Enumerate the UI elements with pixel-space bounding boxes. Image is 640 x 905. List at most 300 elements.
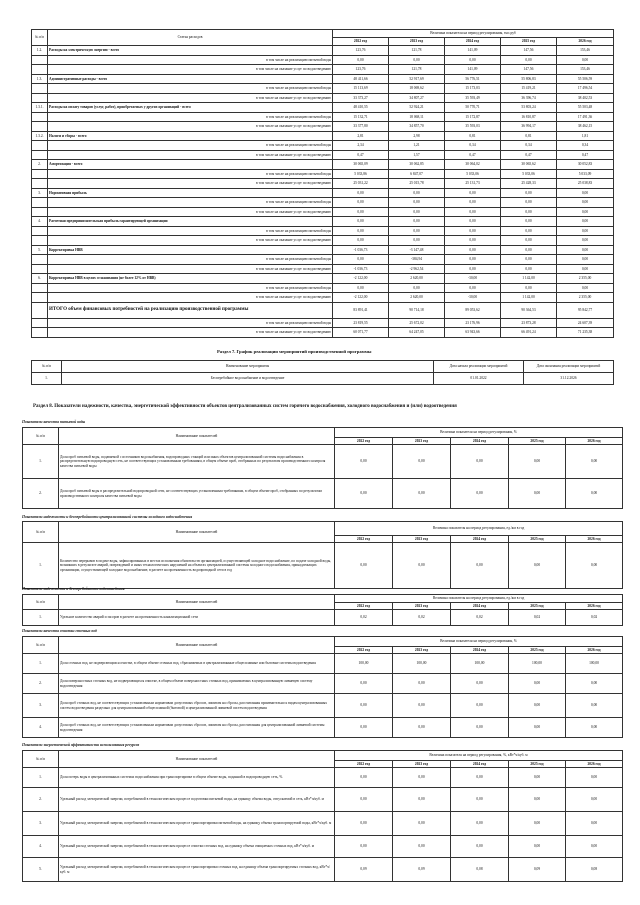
value-cell: 0,00 [557, 245, 614, 255]
value-cell: 141,09 [445, 46, 501, 56]
row-num: 1. [23, 610, 59, 626]
value-cell: 0,00 [451, 812, 509, 836]
row-num: 1. [23, 445, 59, 479]
value-cell: 121,78 [389, 65, 445, 75]
year-header: 2022 год [335, 647, 393, 654]
table-row [23, 694, 623, 718]
row-label: в том числе на оказание услуг по водоотведению [48, 179, 333, 189]
value-cell: 0,00 [335, 479, 393, 509]
value-cell: 0,00 [509, 718, 566, 738]
value-cell: 0,00 [557, 217, 614, 227]
value-cell: 100,00 [451, 654, 509, 674]
value-cell: 0,00 [557, 207, 614, 217]
value-cell: 0,00 [451, 543, 509, 589]
row-label: Расчетная предпринимательская прибыль гарантирующей организации [48, 217, 333, 227]
value-cell: 0,00 [451, 718, 509, 738]
value-cell: 0,00 [566, 788, 623, 812]
value-cell: 0,00 [509, 768, 566, 788]
value-cell: 0,00 [445, 255, 501, 265]
row-label: Расходы на оплату товаров (услуг, работ), приобретаемых у других организаций - всего [48, 103, 333, 113]
energy-table [22, 750, 623, 882]
col-header-name: Наименование показателей [59, 595, 335, 610]
value-cell: 38 462,15 [557, 122, 614, 132]
row-num [32, 112, 48, 122]
year-header: 2024 год [451, 647, 509, 654]
year-header: 2025 год [509, 603, 566, 610]
indicator-name: Удельное количество аварий и засоров в расчете на протяженность канализационной сети [59, 610, 335, 626]
table-row [23, 479, 623, 509]
value-cell: 33 373,27 [333, 93, 389, 103]
table-row [23, 812, 623, 836]
value-cell: 25 031,22 [333, 179, 389, 189]
value-cell: 23 176,96 [445, 318, 501, 328]
col-header-values: Величина показателя на период регулирования, ед./км в год [335, 522, 623, 536]
row-label: в том числе на реализацию питьевой воды [48, 169, 333, 179]
value-cell: 0,00 [501, 226, 557, 236]
value-cell: 2,98 [389, 131, 445, 141]
table-row [32, 74, 614, 84]
value-cell: 0,00 [389, 226, 445, 236]
col-header-num: № п/п [32, 30, 48, 46]
table-row [23, 543, 623, 589]
table-row [32, 84, 614, 94]
value-cell: 0,00 [445, 236, 501, 246]
col-header-name: Наименование показателей [59, 637, 335, 654]
value-cell: 153,46 [557, 65, 614, 75]
value-cell: -1 036,73 [333, 245, 389, 255]
table-row [32, 293, 614, 303]
year-header: 2025 год [509, 647, 566, 654]
value-cell: 0,00 [566, 836, 623, 858]
table-row [32, 255, 614, 265]
value-cell: 0,00 [557, 198, 614, 208]
value-cell: 0,00 [557, 226, 614, 236]
value-cell: -384,94 [389, 255, 445, 265]
row-label: в том числе на реализацию питьевой воды [48, 255, 333, 265]
row-num: 5. [32, 245, 48, 255]
row-num: 2. [23, 479, 59, 509]
row-label: Налоги и сборы - всего [48, 131, 333, 141]
expenses-table [31, 29, 614, 338]
table-row [32, 245, 614, 255]
value-cell: 34 857,70 [389, 122, 445, 132]
value-cell: 0,00 [389, 236, 445, 246]
value-cell: 63 943,66 [445, 328, 501, 338]
row-num [32, 65, 48, 75]
value-cell: 0,00 [566, 718, 623, 738]
value-cell: 0,00 [501, 188, 557, 198]
row-num [32, 198, 48, 208]
row-num: 1.3.1. [32, 103, 48, 113]
year-header: 2026 год [566, 438, 623, 445]
row-num: 1. [23, 543, 59, 589]
value-cell: 0,00 [451, 694, 509, 718]
table-row [32, 226, 614, 236]
value-cell: 89 053,62 [445, 302, 501, 318]
row-num [32, 207, 48, 217]
col-header-name: Наименование показателей [59, 428, 335, 445]
value-cell: 100,00 [335, 654, 393, 674]
table-row [32, 122, 614, 132]
row-num [32, 255, 48, 265]
table-row [32, 207, 614, 217]
value-cell: 0,00 [389, 207, 445, 217]
value-cell: 2,34 [333, 141, 389, 151]
col-header-num: № п/п [23, 522, 59, 543]
value-cell: 0,00 [557, 188, 614, 198]
row-num [32, 283, 48, 293]
row-num: 2. [23, 788, 59, 812]
value-cell: 15 172,87 [445, 112, 501, 122]
value-cell: 18 068,11 [389, 112, 445, 122]
indicator-name: Удельный расход электрической энергии, потребляемой в технологическом процессе очистки сточных вод, на единицу объема очищаемых сточных вод, кВт*ч/куб. м [59, 836, 335, 858]
value-cell: 15 419,21 [501, 84, 557, 94]
schedule-start: 01.01.2022 [434, 373, 524, 385]
value-cell: 0,00 [393, 694, 451, 718]
row-num [32, 169, 48, 179]
value-cell: 0,47 [501, 150, 557, 160]
year-header: 2026 год [566, 761, 623, 768]
value-cell: 15 113,69 [333, 84, 389, 94]
value-cell: 0,00 [445, 188, 501, 198]
table-row [32, 103, 614, 113]
table-row [32, 46, 614, 56]
value-cell: 0,00 [445, 226, 501, 236]
table-row [32, 274, 614, 284]
value-cell: 0,81 [445, 131, 501, 141]
row-num: 4. [23, 718, 59, 738]
table-row [32, 112, 614, 122]
value-cell: 1,81 [557, 131, 614, 141]
table-row [32, 188, 614, 198]
year-header: 2022 год [335, 438, 393, 445]
row-num [32, 84, 48, 94]
table-row [23, 788, 623, 812]
row-num: 3. [23, 694, 59, 718]
indicator-name: Удельный расход электрической энергии, потребляемой в технологическом процессе транспортировки питьевой воды, на единицу объема транспортируемой воды, кВт*ч/куб. м [59, 812, 335, 836]
schedule-table [31, 360, 614, 385]
row-num [32, 55, 48, 65]
indicator-name: Количество перерывов в подаче воды, зафиксированных в местах исполнения обязательств организацией, осуществляющей холодное водоснабжение, по подаче холодной воды, возникших в результате аварий, повреждений и иных технологических нарушений на объектах централизованной системы холодного водоснабжения, принадлежащих организации, осуществляющей холодное водоснабжение, в расчете на протяженность водопроводной сети в год [59, 543, 335, 589]
schedule-num: 1. [32, 373, 62, 385]
row-label: в том числе на оказание услуг по водоотведению [48, 207, 333, 217]
row-num [32, 226, 48, 236]
value-cell: 0,00 [393, 768, 451, 788]
value-cell: 0,00 [333, 188, 389, 198]
value-cell: 0,00 [501, 283, 557, 293]
reliability-caption: Показатели надежности и бесперебойности централизованной системы холодного водоснабжения [22, 515, 193, 519]
section-7-title: Раздел 7. График реализации мероприятий производственной программы [217, 349, 372, 354]
col-header-num: № п/п [23, 751, 59, 768]
value-cell: 0,00 [333, 226, 389, 236]
value-cell: 30 065,62 [501, 160, 557, 170]
water-quality-table [22, 427, 623, 509]
value-cell: 0,00 [389, 283, 445, 293]
value-cell: 0,00 [566, 812, 623, 836]
row-label: в том числе на реализацию питьевой воды [48, 84, 333, 94]
value-cell: 24 607,39 [557, 318, 614, 328]
row-label: ИТОГО объем финансовых потребностей на реализацию производственной программы [48, 302, 333, 318]
value-cell: 0,00 [451, 479, 509, 509]
row-label: Амортизация - всего [48, 160, 333, 170]
value-cell: 2 355,00 [557, 274, 614, 284]
col-header-num: № п/п [23, 637, 59, 654]
value-cell: 0,00 [393, 836, 451, 858]
value-cell: -2 122,00 [333, 293, 389, 303]
value-cell: 0,00 [445, 217, 501, 227]
table-row [32, 283, 614, 293]
row-num: 1.3. [32, 74, 48, 84]
value-cell: 35 593,49 [445, 93, 501, 103]
year-header: 2026 год [566, 603, 623, 610]
drainage-table [22, 594, 623, 626]
value-cell: 30 064,02 [445, 160, 501, 170]
year-header: 2026 год [566, 647, 623, 654]
row-num: 1.3.2. [32, 131, 48, 141]
value-cell: 0,00 [557, 283, 614, 293]
year-header: 2024 год [451, 761, 509, 768]
value-cell: 1,57 [389, 150, 445, 160]
value-cell: 0,02 [566, 610, 623, 626]
value-cell: 0,00 [451, 788, 509, 812]
value-cell: 0,00 [566, 479, 623, 509]
table-row [23, 674, 623, 694]
value-cell: 5 033,06 [501, 169, 557, 179]
value-cell: 60 071,77 [333, 328, 389, 338]
row-label: в том числе на реализацию питьевой воды [48, 141, 333, 151]
value-cell: 0,34 [557, 141, 614, 151]
value-cell: 0,08 [451, 858, 509, 882]
table-row [32, 65, 614, 75]
value-cell: 123,76 [333, 46, 389, 56]
value-cell: 0,00 [566, 674, 623, 694]
value-cell: 147,56 [501, 65, 557, 75]
value-cell: 0,00 [445, 198, 501, 208]
table-row [32, 179, 614, 189]
value-cell: 0,00 [509, 674, 566, 694]
value-cell: 17 491,36 [557, 112, 614, 122]
reliability-table [22, 521, 623, 589]
value-cell: 0,09 [393, 858, 451, 882]
row-label: в том числе на оказание услуг по водоотведению [48, 264, 333, 274]
row-label: в том числе на реализацию питьевой воды [48, 226, 333, 236]
row-num [32, 264, 48, 274]
value-cell: 0,00 [393, 718, 451, 738]
table-row [32, 55, 614, 65]
row-num [32, 141, 48, 151]
value-cell: 53 803,24 [501, 103, 557, 113]
value-cell: 0,00 [451, 836, 509, 858]
value-cell: 0,00 [445, 207, 501, 217]
schedule-header-name: Наименование мероприятия [62, 361, 434, 373]
year-header: 2026 год [557, 38, 614, 46]
value-cell: 0,47 [445, 150, 501, 160]
table-row [32, 160, 614, 170]
value-cell: 0,00 [335, 674, 393, 694]
row-num: 3. [23, 812, 59, 836]
row-num [32, 236, 48, 246]
value-cell: 0,00 [393, 543, 451, 589]
value-cell: 123,76 [333, 65, 389, 75]
indicator-name: Доля поверхностных сточных вод, не подвергающихся очистке, в общем объеме поверхностных сточных вод, принимаемых в централизованную ливневую систему водоотведения [59, 674, 335, 694]
value-cell: 56 776,51 [445, 74, 501, 84]
value-cell: 0,00 [445, 264, 501, 274]
value-cell: 0,09 [509, 858, 566, 882]
value-cell: 0,00 [557, 236, 614, 246]
year-header: 2023 год [393, 438, 451, 445]
value-cell: 23 819,55 [333, 318, 389, 328]
value-cell: 30 062,85 [389, 160, 445, 170]
schedule-header-end: Дата окончания реализации мероприятий [524, 361, 614, 373]
drainage-caption: Показатели надежности и бесперебойности водоотведения [22, 587, 125, 591]
value-cell: -30,00 [445, 293, 501, 303]
schedule-header-num: № п/п [32, 361, 62, 373]
row-num [32, 122, 48, 132]
value-cell: 0,02 [451, 610, 509, 626]
row-label: в том числе на оказание услуг по водоотведению [48, 65, 333, 75]
value-cell: 0,00 [501, 236, 557, 246]
table-row [32, 198, 614, 208]
col-header-name: Наименование показателей [59, 522, 335, 543]
row-label: Корректировка НВВ в целях сглаживания (не более 12% от НВВ) [48, 274, 333, 284]
value-cell: 1 142,00 [501, 293, 557, 303]
value-cell: 25 131,73 [445, 179, 501, 189]
table-row [23, 858, 623, 882]
value-cell: 16 810,87 [501, 112, 557, 122]
value-cell: 25 672,02 [389, 318, 445, 328]
value-cell: 0,02 [335, 610, 393, 626]
year-header: 2025 год [509, 761, 566, 768]
value-cell: 23 873,28 [501, 318, 557, 328]
year-header: 2022 год [335, 761, 393, 768]
value-cell: 121,78 [389, 46, 445, 56]
value-cell: 0,00 [335, 543, 393, 589]
table-row [32, 302, 614, 318]
value-cell: 0,00 [335, 812, 393, 836]
value-cell: 90 714,18 [389, 302, 445, 318]
indicator-name: Доля потерь воды в централизованных системах водоснабжения при транспортировке в общем объеме воды, поданной в водопроводную сеть, % [59, 768, 335, 788]
value-cell: 0,47 [557, 150, 614, 160]
indicator-name: Удельный расход электрической энергии, потребляемой в технологическом процессе транспортировки сточных вод, на единицу объема транспортируемых сточных вод, кВт*ч/куб. м [59, 858, 335, 882]
col-header-article: Статья расходов [48, 30, 333, 46]
year-header: 2024 год [451, 536, 509, 543]
value-cell: 0,00 [445, 245, 501, 255]
value-cell: 2 620,00 [389, 274, 445, 284]
value-cell: 0,00 [557, 255, 614, 265]
value-cell: -2 962,54 [389, 264, 445, 274]
value-cell: 55 503,48 [557, 103, 614, 113]
value-cell: 0,00 [445, 55, 501, 65]
row-num: 3. [32, 188, 48, 198]
table-row [32, 318, 614, 328]
value-cell: 33 377,80 [333, 122, 389, 132]
row-label: в том числе на реализацию питьевой воды [48, 198, 333, 208]
value-cell: 2,81 [333, 131, 389, 141]
value-cell: 0,00 [393, 674, 451, 694]
row-num [32, 328, 48, 338]
row-label: в том числе на реализацию питьевой воды [48, 283, 333, 293]
col-header-values: Величина показателя на период регулирования, тыс.руб [333, 30, 614, 38]
value-cell: 0,00 [333, 217, 389, 227]
value-cell: 0,34 [445, 141, 501, 151]
value-cell: 0,00 [509, 694, 566, 718]
col-header-values: Величина показателя на период регулирования, % [335, 637, 623, 647]
row-num: 1. [23, 654, 59, 674]
value-cell: 0,00 [335, 694, 393, 718]
indicator-name: Доля проб сточных вод, не соответствующих установленным нормативам допустимых сбросов, лимитам на сбросы, рассчитанная для централизованной ливневой системы водоотведения [59, 718, 335, 738]
row-label: Нормативная прибыль [48, 188, 333, 198]
value-cell: 0,00 [393, 788, 451, 812]
value-cell: 15 132,71 [333, 112, 389, 122]
row-num: 4. [23, 836, 59, 858]
value-cell: 0,00 [333, 198, 389, 208]
col-header-num: № п/п [23, 428, 59, 445]
value-cell: 25 428,33 [501, 179, 557, 189]
row-num: 6. [32, 274, 48, 284]
value-cell: 0,00 [451, 445, 509, 479]
value-cell: 153,46 [557, 46, 614, 56]
value-cell: 25 038,83 [557, 179, 614, 189]
year-header: 2022 год [333, 38, 389, 46]
value-cell: 48 411,66 [333, 74, 389, 84]
value-cell: 0,00 [509, 836, 566, 858]
treatment-caption: Показатели качества очистки сточных вод [22, 629, 97, 633]
value-cell: 0,00 [501, 55, 557, 65]
value-cell: 0,00 [557, 55, 614, 65]
schedule-header-start: Дата начала реализации мероприятий [434, 361, 524, 373]
col-header-values: Величина показателя на период регулирования, % [335, 428, 623, 438]
value-cell: 0,00 [335, 836, 393, 858]
row-num: 1.2. [32, 46, 48, 56]
schedule-end: 31.12.2026 [524, 373, 614, 385]
value-cell: 38 402,53 [557, 93, 614, 103]
value-cell: 0,02 [509, 610, 566, 626]
value-cell: 95 842,77 [557, 302, 614, 318]
row-label: Расходы на электрическую энергию - всего [48, 46, 333, 56]
year-header: 2024 год [451, 603, 509, 610]
value-cell: 147,56 [501, 46, 557, 56]
schedule-name: Бесперебойное водоснабжение и водоотведение [62, 373, 434, 385]
value-cell: 0,00 [557, 264, 614, 274]
value-cell: 0,00 [566, 445, 623, 479]
table-row [32, 264, 614, 274]
value-cell: 0,81 [501, 131, 557, 141]
table-row [32, 217, 614, 227]
value-cell: 0,00 [333, 255, 389, 265]
value-cell: 0,34 [501, 141, 557, 151]
value-cell: 66 491,24 [501, 328, 557, 338]
year-header: 2022 год [335, 603, 393, 610]
table-row [32, 131, 614, 141]
value-cell: 0,00 [333, 236, 389, 246]
row-num [32, 93, 48, 103]
indicator-name: Доля сточных вод, не подвергающихся очистке, в общем объеме сточных вод, сбрасываемых в централизованные общесплавные или бытовые системы водоотведения [59, 654, 335, 674]
value-cell: 0,00 [451, 674, 509, 694]
year-header: 2024 год [445, 38, 501, 46]
table-row [23, 654, 623, 674]
row-label: в том числе на оказание услуг по водоотведению [48, 328, 333, 338]
year-header: 2023 год [393, 536, 451, 543]
value-cell: 0,00 [501, 245, 557, 255]
table-row [23, 718, 623, 738]
value-cell: 1 142,00 [501, 274, 557, 284]
value-cell: 18 069,62 [389, 84, 445, 94]
value-cell: 0,08 [566, 858, 623, 882]
value-cell: 0,00 [393, 479, 451, 509]
value-cell: 0,00 [335, 718, 393, 738]
value-cell: 0,09 [335, 858, 393, 882]
value-cell: 0,00 [333, 55, 389, 65]
